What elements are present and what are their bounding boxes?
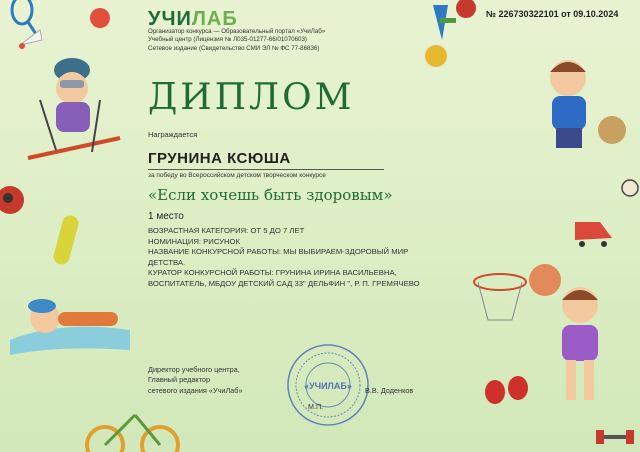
stamp-seal — [285, 342, 371, 428]
license-line: Учебный центр (Лицензия № Л035-01277-66/01070603) — [148, 36, 307, 44]
shuttlecock-icon — [19, 30, 42, 49]
ball-top-right-icon — [456, 0, 476, 18]
soccer-ball-icon — [0, 186, 24, 214]
place-label: 1 место — [148, 211, 184, 222]
stopwatch-icon — [622, 180, 638, 196]
details-block — [148, 226, 468, 290]
diploma-title: ДИПЛОМ — [148, 77, 355, 118]
logo-part2: ЛАБ — [191, 8, 238, 30]
bicycle-icon — [87, 415, 178, 452]
soccer-kid-illustration — [550, 60, 626, 148]
skateboard-icon — [52, 214, 80, 266]
media-line: Сетевое издание (Свидетельство СМИ ЭЛ № ФС 77-86836) — [148, 44, 320, 52]
mp-label: М.П. — [308, 402, 324, 411]
roller-skate-icon — [575, 222, 612, 247]
boxing-gloves-icon — [485, 376, 528, 404]
dumbbell-bottom-icon — [596, 430, 634, 444]
signature-title — [148, 365, 243, 396]
nomination: НОМИНАЦИЯ: РИСУНОК — [148, 236, 241, 246]
recipient-name: ГРУНИНА КСЮША — [148, 150, 291, 167]
signer-name: В.В. Доденков — [365, 386, 414, 395]
awarded-label: Награждается — [148, 130, 198, 139]
logo-part1: УЧИ — [148, 8, 192, 30]
diploma-number: № 226730322101 от 09.10.2024 — [486, 9, 619, 19]
swimmer-kid-illustration — [10, 299, 130, 355]
ball-icon — [90, 8, 110, 28]
dumbbell-icon — [440, 18, 456, 23]
signature-line: Директор учебного центра, — [148, 365, 240, 374]
work-title: НАЗВАНИЕ КОНКУРСНОЙ РАБОТЫ: МЫ ВЫБИРАЕМ-ЗДОРОВЫЙ МИР — [148, 247, 409, 257]
skier-kid-illustration — [28, 58, 120, 158]
age-category: ВОЗРАСТНАЯ КАТЕГОРИЯ: ОТ 5 ДО 7 ЛЕТ — [148, 226, 305, 235]
signature-line: сетевого издания «УчиЛаб» — [148, 385, 243, 395]
organizer-info — [148, 28, 325, 53]
contest-title: «Если хочешь быть здоровым» — [148, 186, 393, 204]
signature-line: Главный редактор — [148, 375, 211, 385]
curator-position: ВОСПИТАТЕЛЬ, МБДОУ ДЕТСКИЙ САД 33" ДЕЛЬФИН ", Р. П. ГРЕМЯЧЕВО — [148, 278, 420, 288]
name-underline — [148, 169, 384, 170]
stamp-text: «УЧИЛАБ» — [304, 381, 352, 391]
basketball-girl-illustration — [474, 264, 598, 400]
organizer-line: Организатор конкурса — Образовательный портал «УчиЛаб» — [148, 28, 326, 35]
medal-icon — [425, 5, 448, 67]
curator: КУРАТОР КОНКУРСНОЙ РАБОТЫ: ГРУНИНА ИРИНА ВАСИЛЬЕВНА, — [148, 268, 397, 278]
work-title-continued: ДЕТСТВА. — [148, 257, 186, 267]
victory-text: за победу во Всероссийском детском творческом конкурсе — [148, 172, 326, 179]
